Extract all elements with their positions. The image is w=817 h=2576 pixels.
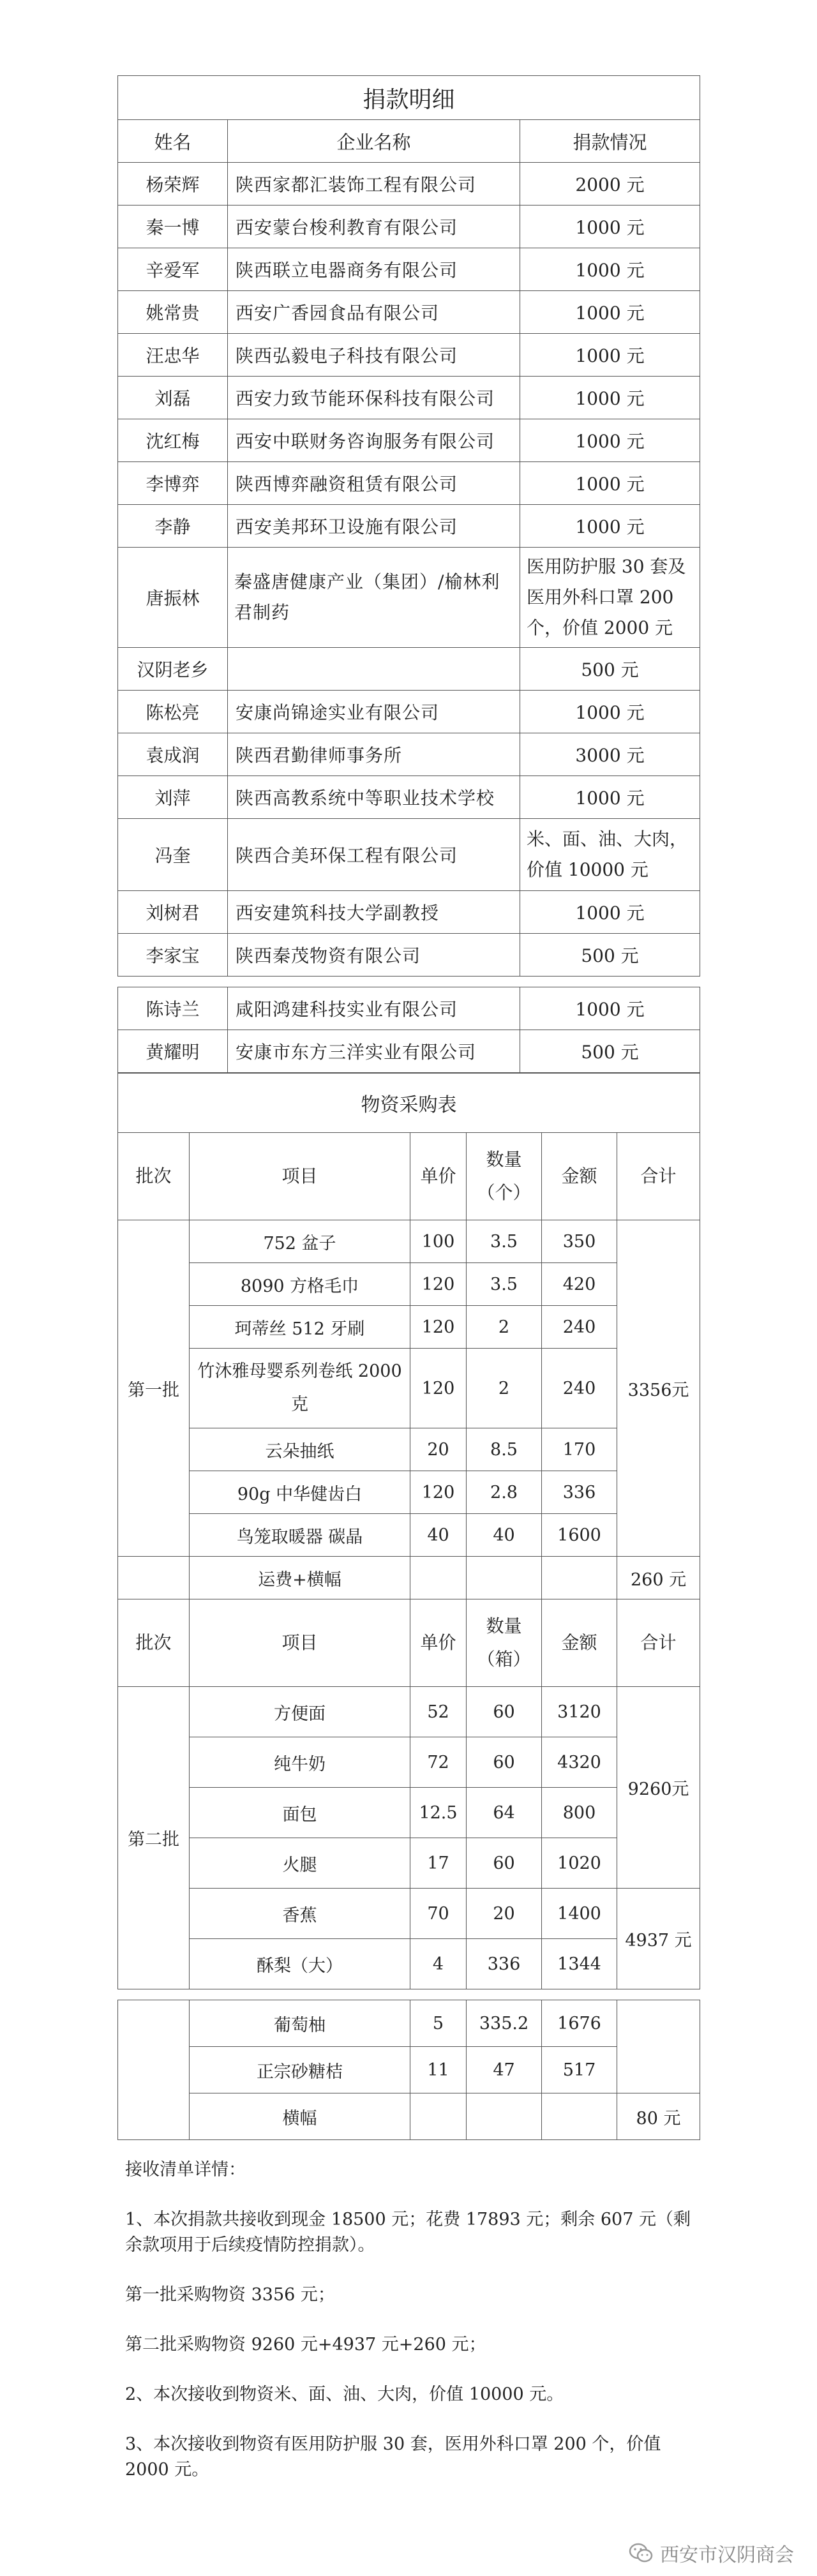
item-name: 云朵抽纸 xyxy=(190,1428,410,1471)
item-name: 葡萄柚 xyxy=(190,2000,410,2047)
table-row xyxy=(118,548,700,648)
donor-company: 陕西家都汇装饰工程有限公司 xyxy=(228,163,520,206)
item-price: 17 xyxy=(410,1838,467,1889)
item-amount: 1344 xyxy=(542,1939,617,1989)
item-amount: 240 xyxy=(542,1349,617,1428)
table-row xyxy=(118,987,700,1030)
item-price: 72 xyxy=(410,1737,467,1788)
table-row xyxy=(118,1030,700,1073)
donor-name: 汪忠华 xyxy=(118,334,228,377)
donor-amount: 1000 元 xyxy=(520,891,700,934)
donor-company: 咸阳鸿建科技实业有限公司 xyxy=(228,987,520,1030)
purchase-header-row-2 xyxy=(118,1599,700,1687)
item-name: 香蕉 xyxy=(190,1889,410,1939)
document-body xyxy=(117,75,700,2140)
table-row xyxy=(118,891,700,934)
item-amount: 420 xyxy=(542,1263,617,1306)
donor-company: 安康尚锦途实业有限公司 xyxy=(228,691,520,733)
donor-company xyxy=(228,648,520,691)
donor-name: 陈诗兰 xyxy=(118,987,228,1030)
banner-total: 80 元 xyxy=(617,2093,700,2140)
header-qty: 数量（箱） xyxy=(467,1599,542,1687)
donor-name: 袁成润 xyxy=(118,733,228,776)
table-row xyxy=(118,1220,700,1263)
donor-company: 秦盛唐健康产业（集团）/榆林利君制药 xyxy=(228,548,520,648)
item-qty: 47 xyxy=(467,2047,542,2093)
table-row xyxy=(118,776,700,819)
donor-amount: 3000 元 xyxy=(520,733,700,776)
header-total: 合计 xyxy=(617,1133,700,1220)
item-price: 120 xyxy=(410,1349,467,1428)
donor-company: 陕西联立电器商务有限公司 xyxy=(228,248,520,291)
item-amount: 1600 xyxy=(542,1514,617,1557)
table-row xyxy=(118,1471,700,1514)
table-row xyxy=(118,248,700,291)
batch-label: 第一批 xyxy=(118,1220,190,1557)
item-amount: 3120 xyxy=(542,1687,617,1737)
table-row xyxy=(118,505,700,548)
table-row xyxy=(118,206,700,248)
table-row xyxy=(118,2047,700,2093)
item-price: 40 xyxy=(410,1514,467,1557)
table-row xyxy=(118,163,700,206)
donor-name: 唐振林 xyxy=(118,548,228,648)
donor-name: 李博弈 xyxy=(118,462,228,505)
header-total: 合计 xyxy=(617,1599,700,1687)
item-qty: 8.5 xyxy=(467,1428,542,1471)
header-item: 项目 xyxy=(190,1599,410,1687)
donor-name: 沈红梅 xyxy=(118,419,228,462)
table-row xyxy=(118,462,700,505)
donor-name: 辛爱军 xyxy=(118,248,228,291)
donor-name: 冯奎 xyxy=(118,819,228,891)
donor-amount: 米、面、油、大肉，价值 10000 元 xyxy=(520,819,700,891)
item-price: 52 xyxy=(410,1687,467,1737)
donor-amount: 500 元 xyxy=(520,934,700,977)
item-name: 酥梨（大） xyxy=(190,1939,410,1989)
donor-name: 秦一博 xyxy=(118,206,228,248)
item-amount: 4320 xyxy=(542,1737,617,1788)
header-price: 单价 xyxy=(410,1599,467,1687)
notes-heading: 接收清单详情： xyxy=(125,2160,246,2180)
donor-name: 李家宝 xyxy=(118,934,228,977)
donor-company: 安康市东方三洋实业有限公司 xyxy=(228,1030,520,1073)
donor-amount: 1000 元 xyxy=(520,248,700,291)
donor-company: 陕西君勤律师事务所 xyxy=(228,733,520,776)
table-row xyxy=(118,419,700,462)
notes-paragraph: 1、本次捐款共接收到现金 18500 元；花费 17893 元；剩余 607 元（剩余款项用于后续疫情防控捐款）。 xyxy=(125,2210,691,2255)
table-row xyxy=(118,733,700,776)
item-amount: 1400 xyxy=(542,1889,617,1939)
table-row xyxy=(118,1737,700,1788)
donor-amount: 1000 元 xyxy=(520,334,700,377)
item-price: 11 xyxy=(410,2047,467,2093)
donor-company: 陕西弘毅电子科技有限公司 xyxy=(228,334,520,377)
donor-name: 刘磊 xyxy=(118,377,228,419)
watermark-text: 西安市汉阴商会 xyxy=(660,2544,794,2566)
donor-company: 西安建筑科技大学副教授 xyxy=(228,891,520,934)
donations-table-continued xyxy=(117,987,700,1073)
donations-title: 捐款明细 xyxy=(118,76,700,120)
table-row xyxy=(118,291,700,334)
item-name: 面包 xyxy=(190,1788,410,1838)
group-total: 4937 元 xyxy=(617,1889,700,1989)
item-qty: 2 xyxy=(467,1349,542,1428)
batch-label: 第二批 xyxy=(118,1687,190,1989)
item-qty: 60 xyxy=(467,1737,542,1788)
purchase-table xyxy=(117,1073,700,1989)
donor-amount: 1000 元 xyxy=(520,987,700,1030)
item-price: 120 xyxy=(410,1471,467,1514)
donor-amount: 1000 元 xyxy=(520,505,700,548)
table-row xyxy=(118,819,700,891)
notes-paragraph: 3、本次接收到物资有医用防护服 30 套，医用外科口罩 200 个，价值 2000 元。 xyxy=(125,2434,661,2480)
table-row xyxy=(118,1939,700,1989)
item-qty: 40 xyxy=(467,1514,542,1557)
donor-name: 刘树君 xyxy=(118,891,228,934)
item-amount: 517 xyxy=(542,2047,617,2093)
item-name: 横幅 xyxy=(190,2093,410,2140)
donor-name: 姚常贵 xyxy=(118,291,228,334)
watermark xyxy=(628,2539,794,2567)
table-row xyxy=(118,1687,700,1737)
donor-amount: 1000 元 xyxy=(520,419,700,462)
donor-amount: 500 元 xyxy=(520,1030,700,1073)
table-row xyxy=(118,691,700,733)
table-row xyxy=(118,648,700,691)
extra-total: 260 元 xyxy=(617,1557,700,1599)
receipt-notes xyxy=(125,2157,700,2507)
donor-amount: 1000 元 xyxy=(520,377,700,419)
item-amount: 350 xyxy=(542,1220,617,1263)
table-row xyxy=(118,1349,700,1428)
notes-paragraph: 2、本次接收到物资米、面、油、大肉，价值 10000 元。 xyxy=(125,2385,564,2404)
header-item: 项目 xyxy=(190,1133,410,1220)
donor-name: 刘萍 xyxy=(118,776,228,819)
table-row xyxy=(118,1514,700,1557)
header-amount: 捐款情况 xyxy=(520,120,700,163)
item-qty: 3.5 xyxy=(467,1263,542,1306)
header-batch: 批次 xyxy=(118,1133,190,1220)
donor-amount: 医用防护服 30 套及医用外科口罩 200 个，价值 2000 元 xyxy=(520,548,700,648)
item-name: 纯牛奶 xyxy=(190,1737,410,1788)
table-row xyxy=(118,2000,700,2047)
item-amount: 1020 xyxy=(542,1838,617,1889)
donor-name: 李静 xyxy=(118,505,228,548)
donor-amount: 1000 元 xyxy=(520,462,700,505)
header-qty: 数量（个） xyxy=(467,1133,542,1220)
item-name: 鸟笼取暖器 碳晶 xyxy=(190,1514,410,1557)
donor-company: 陕西高教系统中等职业技术学校 xyxy=(228,776,520,819)
donor-company: 西安广香园食品有限公司 xyxy=(228,291,520,334)
donor-company: 西安中联财务咨询服务有限公司 xyxy=(228,419,520,462)
header-price: 单价 xyxy=(410,1133,467,1220)
donations-table xyxy=(117,75,700,977)
item-name: 8090 方格毛巾 xyxy=(190,1263,410,1306)
table-row xyxy=(118,1428,700,1471)
item-price: 70 xyxy=(410,1889,467,1939)
item-price: 20 xyxy=(410,1428,467,1471)
table-row xyxy=(118,1889,700,1939)
table-row xyxy=(118,377,700,419)
donor-company: 西安蒙台梭利教育有限公司 xyxy=(228,206,520,248)
item-price: 4 xyxy=(410,1939,467,1989)
table-row xyxy=(118,1557,700,1599)
header-amount: 金额 xyxy=(542,1133,617,1220)
purchase-title: 物资采购表 xyxy=(118,1074,700,1133)
item-name: 正宗砂糖桔 xyxy=(190,2047,410,2093)
item-name: 运费+横幅 xyxy=(190,1557,410,1599)
donor-amount: 1000 元 xyxy=(520,206,700,248)
donor-name: 汉阴老乡 xyxy=(118,648,228,691)
donations-header-row xyxy=(118,120,700,163)
donor-company: 陕西秦茂物资有限公司 xyxy=(228,934,520,977)
item-amount: 170 xyxy=(542,1428,617,1471)
item-price: 12.5 xyxy=(410,1788,467,1838)
purchase-header-row xyxy=(118,1133,700,1220)
item-qty: 335.2 xyxy=(467,2000,542,2047)
item-amount: 1676 xyxy=(542,2000,617,2047)
header-company: 企业名称 xyxy=(228,120,520,163)
item-qty: 60 xyxy=(467,1687,542,1737)
item-name: 珂蒂丝 512 牙刷 xyxy=(190,1306,410,1349)
table-row xyxy=(118,1838,700,1889)
item-name: 90g 中华健齿白 xyxy=(190,1471,410,1514)
table-row xyxy=(118,1306,700,1349)
item-name: 752 盆子 xyxy=(190,1220,410,1263)
donor-name: 黄耀明 xyxy=(118,1030,228,1073)
item-name: 竹沐雅母婴系列卷纸 2000 克 xyxy=(190,1349,410,1428)
donor-company: 陕西博弈融资租赁有限公司 xyxy=(228,462,520,505)
donor-amount: 500 元 xyxy=(520,648,700,691)
header-batch: 批次 xyxy=(118,1599,190,1687)
donor-amount: 1000 元 xyxy=(520,776,700,819)
donor-name: 陈松亮 xyxy=(118,691,228,733)
item-amount: 800 xyxy=(542,1788,617,1838)
notes-paragraph: 第二批采购物资 9260 元+4937 元+260 元； xyxy=(125,2335,486,2355)
item-qty: 64 xyxy=(467,1788,542,1838)
purchase-table-continued xyxy=(117,2000,700,2140)
item-price: 120 xyxy=(410,1306,467,1349)
item-qty: 3.5 xyxy=(467,1220,542,1263)
header-amount: 金额 xyxy=(542,1599,617,1687)
item-price: 120 xyxy=(410,1263,467,1306)
donor-company: 陕西合美环保工程有限公司 xyxy=(228,819,520,891)
item-amount: 240 xyxy=(542,1306,617,1349)
donor-amount: 1000 元 xyxy=(520,691,700,733)
table-row xyxy=(118,1263,700,1306)
item-qty: 2.8 xyxy=(467,1471,542,1514)
table-row xyxy=(118,1788,700,1838)
item-qty: 20 xyxy=(467,1889,542,1939)
table-row xyxy=(118,934,700,977)
header-name: 姓名 xyxy=(118,120,228,163)
item-name: 方便面 xyxy=(190,1687,410,1737)
donor-amount: 1000 元 xyxy=(520,291,700,334)
item-amount: 336 xyxy=(542,1471,617,1514)
wechat-icon xyxy=(628,2540,654,2566)
donor-company: 西安力致节能环保科技有限公司 xyxy=(228,377,520,419)
item-name: 火腿 xyxy=(190,1838,410,1889)
table-row xyxy=(118,334,700,377)
notes-paragraph: 第一批采购物资 3356 元； xyxy=(125,2285,335,2305)
item-qty: 2 xyxy=(467,1306,542,1349)
item-price: 5 xyxy=(410,2000,467,2047)
table-row xyxy=(118,2093,700,2140)
item-price: 100 xyxy=(410,1220,467,1263)
donor-amount: 2000 元 xyxy=(520,163,700,206)
batch-total: 3356元 xyxy=(617,1220,700,1557)
donor-name: 杨荣辉 xyxy=(118,163,228,206)
group-total: 9260元 xyxy=(617,1687,700,1889)
donor-company: 西安美邦环卫设施有限公司 xyxy=(228,505,520,548)
item-qty: 336 xyxy=(467,1939,542,1989)
item-qty: 60 xyxy=(467,1838,542,1889)
